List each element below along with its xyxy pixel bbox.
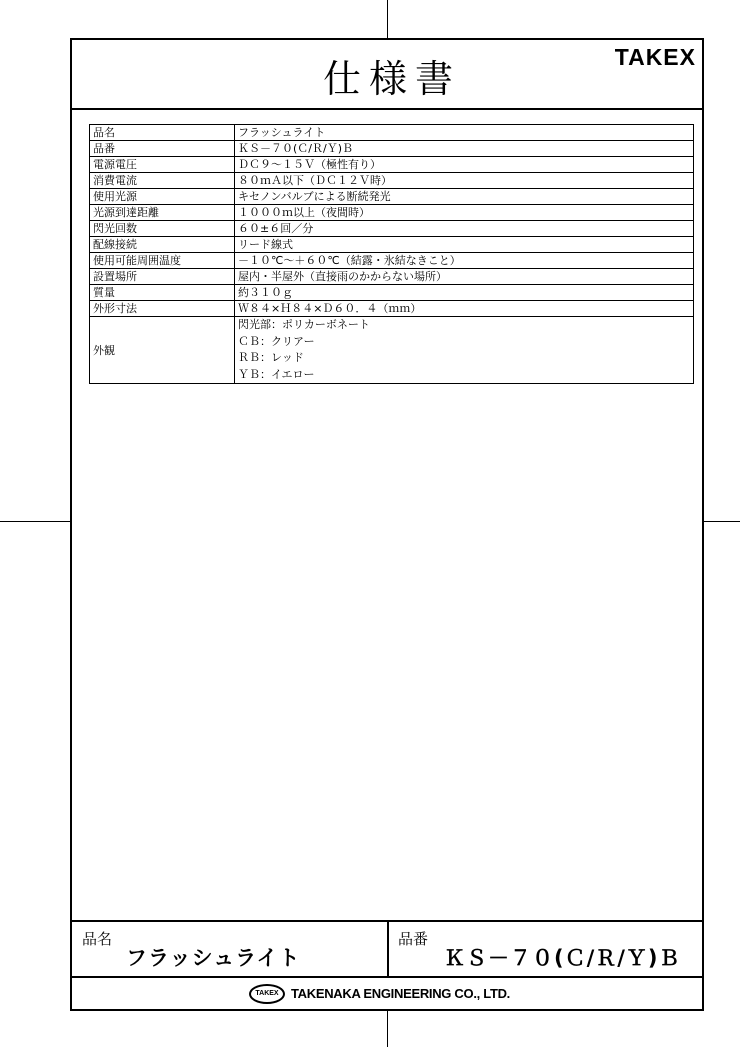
company-logo: TAKEX [249, 984, 285, 1004]
product-number-value: ＫＳ－７０(Ｃ/Ｒ/Ｙ)Ｂ [444, 946, 681, 970]
spec-label: 光源到達距離 [90, 205, 235, 221]
spec-label: 質量 [90, 285, 235, 301]
spec-label: 外観 [90, 317, 235, 384]
page-title: 仕様書 [322, 57, 461, 101]
spec-sheet-frame [70, 38, 704, 1011]
product-name-label: 品名 [82, 930, 113, 948]
spec-value: １０００ｍ以上（夜間時） [235, 205, 694, 221]
company-footer [72, 976, 702, 1011]
spec-row [90, 253, 694, 269]
spec-label: 閃光回数 [90, 221, 235, 237]
spec-label: 使用光源 [90, 189, 235, 205]
spec-value: ＫＳ－７０(Ｃ/Ｒ/Ｙ)Ｂ [235, 141, 694, 157]
product-name-value: フラッシュライト [126, 946, 301, 970]
spec-label: 設置場所 [90, 269, 235, 285]
spec-table [89, 124, 694, 384]
spec-value: フラッシュライト [235, 125, 694, 141]
crop-mark-left [0, 521, 70, 522]
title-bar [72, 40, 702, 110]
spec-value: Ｗ８４×Ｈ８４×Ｄ６０．４（ｍｍ） [235, 301, 694, 317]
spec-label: 電源電圧 [90, 157, 235, 173]
spec-row [90, 125, 694, 141]
product-info-bar [72, 920, 702, 976]
spec-value: キセノンバルブによる断続発光 [235, 189, 694, 205]
spec-row [90, 237, 694, 253]
appearance-line: ＲＢ：レッド [238, 351, 304, 364]
spec-row [90, 189, 694, 205]
spec-row [90, 221, 694, 237]
spec-label: 品番 [90, 141, 235, 157]
spec-label: 配線接続 [90, 237, 235, 253]
appearance-line: ＣＢ：クリアー [238, 334, 315, 348]
crop-mark-right [704, 521, 740, 522]
spec-value: リード線式 [235, 237, 694, 253]
product-number-label: 品番 [398, 930, 429, 948]
company-name: TAKENAKA ENGINEERING CO., LTD. [291, 986, 510, 1001]
spec-row [90, 301, 694, 317]
spec-value: －１０℃～＋６０℃（結露・氷結なきこと） [235, 253, 694, 269]
spec-value: 屋内・半屋外（直接雨のかからない場所） [235, 269, 694, 285]
spec-row-appearance [90, 317, 694, 384]
spec-label: 使用可能周囲温度 [90, 253, 235, 269]
spec-value: ＤＣ９～１５Ｖ（極性有り） [235, 157, 694, 173]
spec-value: 約３１０ｇ [235, 285, 694, 301]
spec-label: 品名 [90, 125, 235, 141]
spec-row [90, 173, 694, 189]
spec-row [90, 141, 694, 157]
brand-logo: TAKEX [614, 44, 696, 70]
spec-label: 消費電流 [90, 173, 235, 189]
appearance-value [235, 317, 694, 384]
spec-row [90, 205, 694, 221]
spec-row [90, 285, 694, 301]
crop-mark-top [387, 0, 388, 38]
spec-value: ８０ｍＡ以下（ＤＣ１２Ｖ時） [235, 173, 694, 189]
product-info-divider [387, 922, 389, 976]
spec-label: 外形寸法 [90, 301, 235, 317]
appearance-line: 閃光部：ポリカーボネート [238, 318, 370, 331]
spec-row [90, 157, 694, 173]
spec-value: ６０±６回／分 [235, 221, 694, 237]
spec-row [90, 269, 694, 285]
appearance-line: ＹＢ：イエロー [238, 367, 315, 381]
crop-mark-bottom [387, 1011, 388, 1047]
